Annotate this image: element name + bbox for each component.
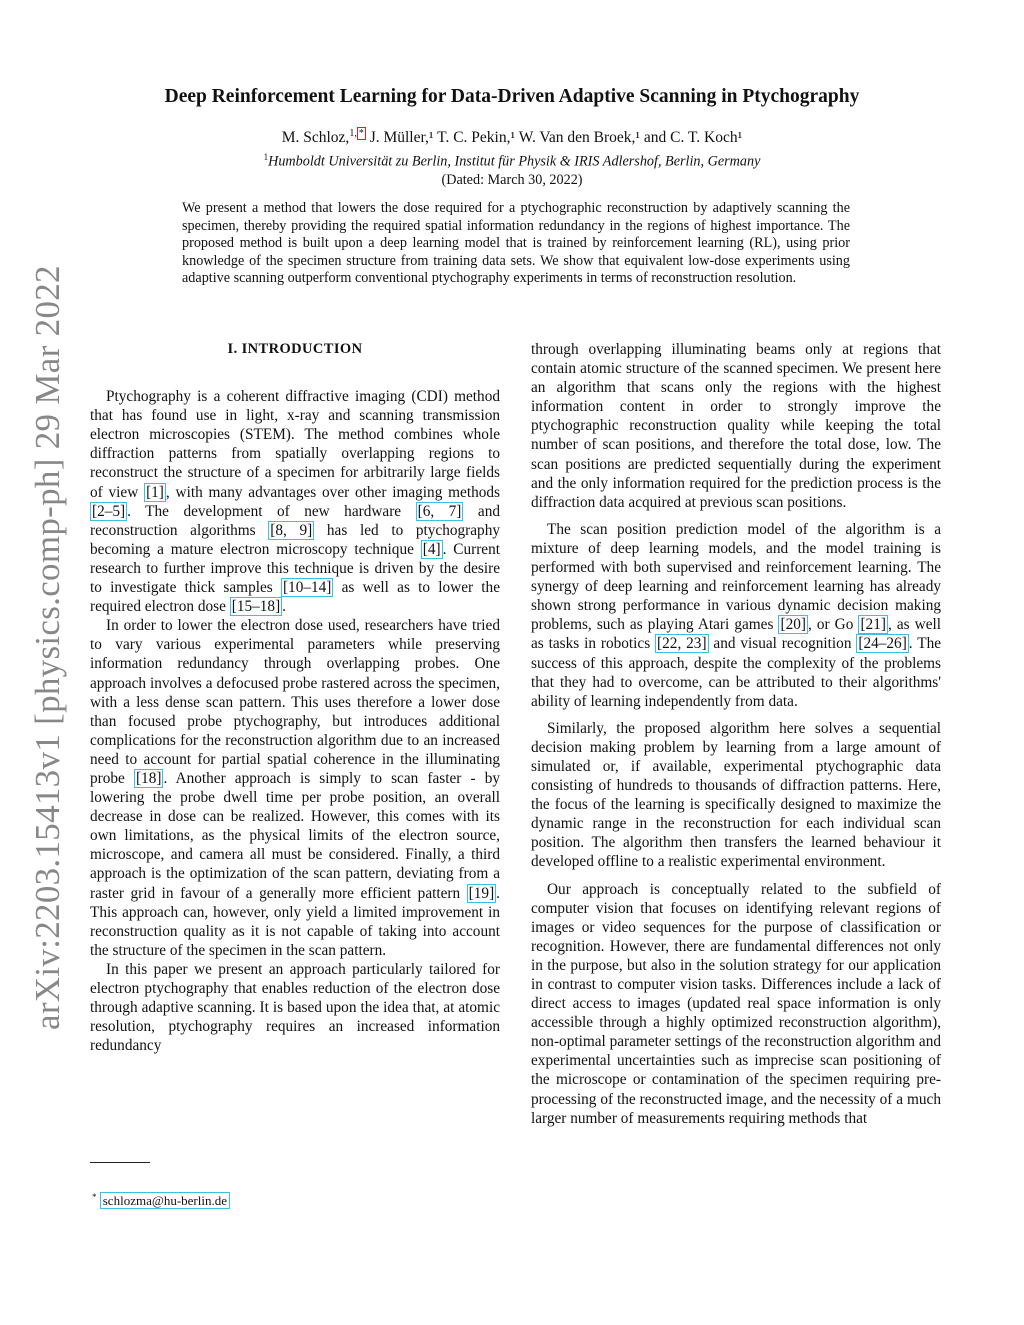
intro-paragraph-2: In order to lower the electron dose used, researchers have tried to vary various experimental parameters while preserving information redundancy through overlapping probes. One approach involves a defocused probe rastered across the specimen, with a less dense scan pattern. This uses therefore a lower dose than focused probe ptychography, but introduces additional complications for the reconstruction algorithm due to an increased need to account for partial spatial coherence in the illuminating probe [18] . Another approach is simply to scan faster - by lowering the probe dwell time per probe position, an overall decrease in dose can be realized. However, this comes with its own limitations, as the physical limits of the electron source, microscope, and camera all must be considered. Finally, a third approach is the optimization of the scan pattern, deviating from a raster grid in favour of a generally more efficient pattern [19] . This approach can, however, only yield a limited improvement in reconstruction quality as it is not capable of taking into account the structure of the specimen in the scan pattern. [90, 617, 500, 959]
left-column [90, 340, 500, 1055]
abstract: We present a method that lowers the dose required for a ptychographic reconstruction by adaptively scanning the specimen, thereby providing the required spatial information redundancy in the regions of highest importance. The proposed method is built upon a deep learning model that is trained by reinforcement learning (RL), using prior knowledge of the specimen structure from training data sets. We show that equivalent low-dose experiments using adaptive scanning outperform conventional ptychography experiments in terms of reconstruction resolution. [182, 200, 850, 287]
citation-link[interactable]: [4] [422, 540, 441, 558]
right-column [531, 340, 941, 1128]
affiliation-number: 1 [263, 152, 269, 162]
author-list [0, 128, 1024, 147]
intro-paragraph-6: Similarly, the proposed algorithm here solves a sequential decision making problem by learning from a large amount of simulated or, if available, experimental ptychographic data consisting of hundreds to thousands of diffraction patterns. Here, the focus of the learning is specifically designed to maximize the dynamic range in the reconstruction for each individual scan position. The algorithm then transfers the learned behaviour it developed offline to a realistic experimental environment. [531, 719, 941, 871]
affiliation [0, 152, 1024, 171]
citation-link[interactable]: [20] [780, 616, 806, 634]
citation-link[interactable]: [24–26] [858, 635, 907, 653]
affiliation-text: Humboldt Universität zu Berlin, Institut für Physik & IRIS Adlershof, Berlin, Germany [268, 153, 761, 170]
footnote [92, 1192, 230, 1209]
citation-link[interactable]: [1] [146, 483, 164, 501]
citation-link[interactable]: [6, 7] [417, 502, 462, 520]
citation-link[interactable]: [8, 9] [270, 521, 313, 539]
citation-link[interactable]: [19] [468, 884, 495, 902]
citation-link[interactable]: [18] [135, 769, 162, 787]
author-schloz: M. Schloz, [281, 129, 350, 147]
citation-link[interactable]: [10–14] [282, 579, 332, 597]
footnote-rule [90, 1162, 150, 1163]
paper-title: Deep Reinforcement Learning for Data-Driven Adaptive Scanning in Ptychography [164, 86, 860, 107]
intro-paragraph-5: The scan position prediction model of the algorithm is a mixture of deep learning models, and the model training is performed with both supervised and reinforcement learning. The synergy of deep learning and reinforcement learning has already shown strong performance in various dynamic decision making problems, such as playing Atari games [20] , or Go [21] , as well as tasks in robotics [22, 23] and visual recognition [24–26] . The success of this approach, despite the complexity of the problems that they had to overcome, can be attributed to their algorithms' ability of learning independently from data. [531, 520, 942, 710]
intro-paragraph-7: Our approach is conceptually related to the subfield of computer vision that focuses on identifying relevant regions of images or video sequences for the purpose of classification or recognition. However, there are fundamental differences not only in the purpose, but also in the solution strategy for our application in contrast to computer vision tasks. Differences include a lack of direct access to images (updated real space information is only accessible through a highly optimized reconstruction algorithm), non-optimal parameter settings of the reconstruction algorithm and experimental uncertainties such as imprecise scan positioning of the microscope or contamination of the specimen requiring pre-processing of the reconstructed image, and the necessity of a much larger number of measurements requiring methods that [531, 880, 941, 1127]
arxiv-stamp: arXiv:2203.15413v1 [physics.comp-ph] 29 Mar 2022 [28, 265, 67, 1030]
intro-paragraph-4: through overlapping illuminating beams only at regions that contain atomic structure of the scanned specimen. We present here an algorithm that scans only the regions with the highest information content in order to strongly improve the ptychographic reconstruction quality while keeping the total number of scan positions, and therefore the total dose, low. The scan positions are predicted sequentially during the experiment and the only information required for the prediction process is the diffraction data acquired at previous scan positions. [531, 341, 941, 511]
citation-link[interactable]: [22, 23] [657, 635, 707, 653]
footnote-link[interactable]: * [358, 128, 364, 139]
footnote-mark: * [92, 1192, 97, 1202]
citation-link[interactable]: [15–18] [231, 598, 281, 616]
author-rest: J. Müller,¹ T. C. Pekin,¹ W. Van den Broek,¹ and C. T. Koch¹ [369, 129, 743, 147]
date-line: (Dated: March 30, 2022) [441, 172, 583, 188]
intro-paragraph-3: In this paper we present an approach particularly tailored for electron ptychography that enables reduction of the electron dose through adaptive scanning. It is based upon the idea that, at atomic resolution, ptychography requires an increased information redundancy [90, 960, 500, 1055]
author-schloz-affil: 1, [349, 128, 357, 139]
intro-paragraph-1: Ptychography is a coherent diffractive imaging (CDI) method that has found use in light, x-ray and scanning transmission electron microscopies (STEM). The method combines whole diffraction patterns from spatially overlapping regions to reconstruct the structure of a specimen for arbitrarily large fields of view [1] , with many advantages over other imaging methods [2–5] . The development of new hardware [6, 7] and reconstruction algorithms [8, 9] has led to ptychography becoming a mature electron microscopy technique [4] . Current research to further improve this technique is driven by the desire to investigate thick samples [10–14] as well as to lower the required electron dose [15–18] . [90, 388, 500, 616]
citation-link[interactable]: [2–5] [92, 502, 126, 520]
section-heading: I. INTRODUCTION [227, 341, 363, 357]
citation-link[interactable]: [21] [860, 616, 886, 634]
email-link[interactable]: schlozma@hu-berlin.de [100, 1192, 230, 1209]
